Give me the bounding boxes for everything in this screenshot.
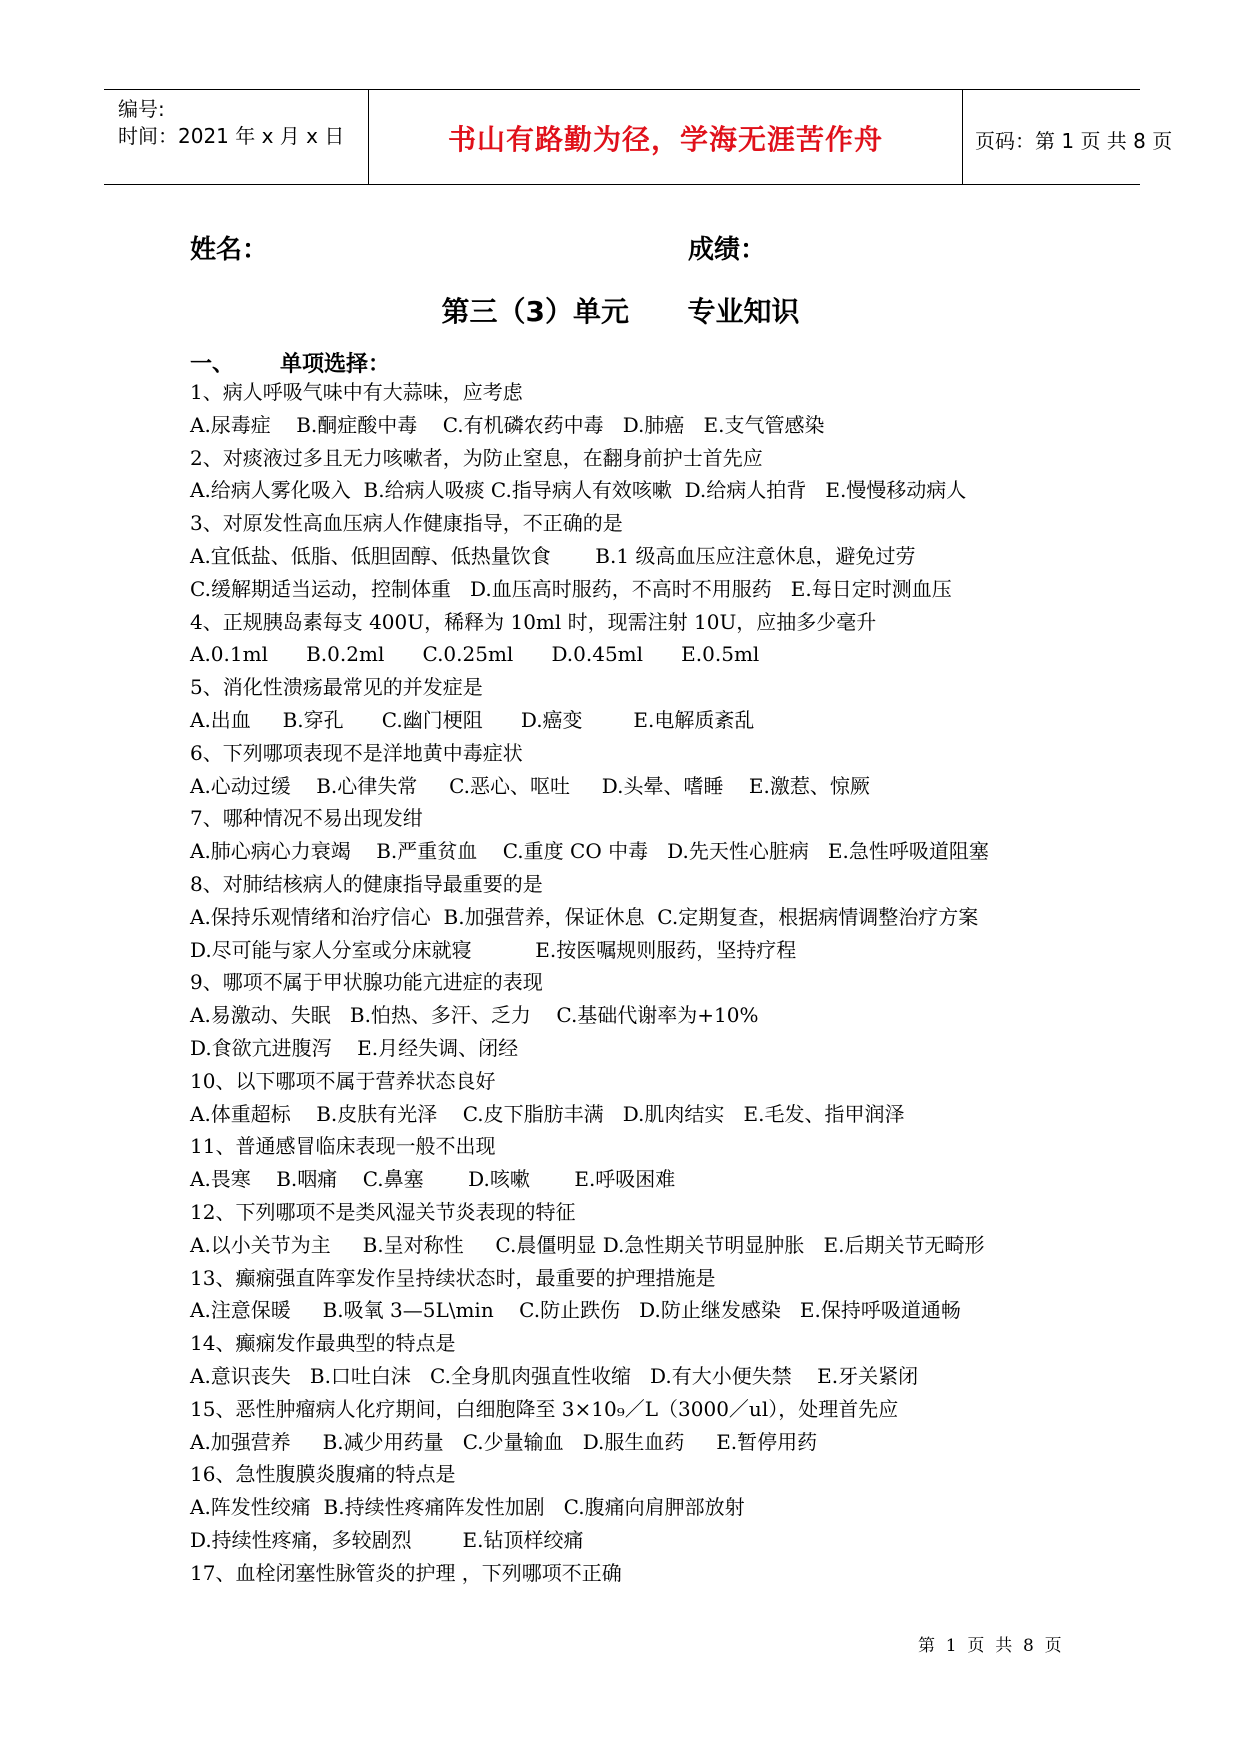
answer-options-line: A.心动过缓 B.心律失常 C.恶心、呕吐 D.头晕、嗜睡 E.激惹、惊厥 xyxy=(190,773,870,798)
question-list xyxy=(190,376,1090,1589)
question-line: 5、消化性溃疡最常见的并发症是 xyxy=(190,675,483,700)
question-line: 14、癫痫发作最典型的特点是 xyxy=(190,1331,456,1356)
answer-options-line: D.食欲亢进腹泻 E.月经失调、闭经 xyxy=(190,1035,519,1060)
header-center-cell xyxy=(369,90,963,184)
answer-options-line: A.宜低盐、低脂、低胆固醇、低热量饮食 B.1 级高血压应注意休息，避免过劳 xyxy=(190,543,916,568)
answer-options-line: D.持续性疼痛，多较剧烈 E.钻顶样绞痛 xyxy=(190,1527,584,1552)
document-number-label: 编号: xyxy=(118,97,165,121)
page-footer: 第 1 页 共 8 页 xyxy=(918,1636,1062,1656)
header-page-label: 页码：第 1 页 共 8 页 xyxy=(975,129,1173,153)
answer-options-line: A.给病人雾化吸入 B.给病人吸痰 C.指导病人有效咳嗽 D.给病人拍背 E.慢慢移动病人 xyxy=(190,478,967,503)
question-line: 10、以下哪项不属于营养状态良好 xyxy=(190,1068,496,1093)
question-line: 15、恶性肿瘤病人化疗期间，白细胞降至 3×10₉／L（3000／ul），处理首先应 xyxy=(190,1396,899,1421)
answer-options-line: A.阵发性绞痛 B.持续性疼痛阵发性加剧 C.腹痛向肩胛部放射 xyxy=(190,1495,745,1520)
answer-options-line: A.尿毒症 B.酮症酸中毒 C.有机磷农药中毒 D.肺癌 E.支气管感染 xyxy=(190,412,825,437)
document-time-label: 时间：2021 年 x 月 x 日 xyxy=(118,124,345,148)
question-line: 1、病人呼吸气味中有大蒜味，应考虑 xyxy=(190,380,523,404)
answer-options-line: D.尽可能与家人分室或分床就寝 E.按医嘱规则服药，坚持疗程 xyxy=(190,937,797,962)
answer-options-line: A.易激动、失眠 B.怕热、多汗、乏力 C.基础代谢率为+10% xyxy=(190,1003,759,1028)
question-line: 3、对原发性高血压病人作健康指导，不正确的是 xyxy=(190,511,623,536)
answer-options-line: C.缓解期适当运动，控制体重 D.血压高时服药，不高时不用服药 E.每日定时测血压 xyxy=(190,576,952,601)
question-line: 16、急性腹膜炎腹痛的特点是 xyxy=(190,1462,456,1487)
answer-options-line: A.加强营养 B.减少用药量 C.少量输血 D.服生血药 E.暂停用药 xyxy=(190,1429,818,1454)
header-motto: 书山有路勤为径，学海无涯苦作舟 xyxy=(447,123,883,156)
question-line: 6、下列哪项表现不是洋地黄中毒症状 xyxy=(190,740,523,765)
question-line: 11、普通感冒临床表现一般不出现 xyxy=(190,1134,496,1159)
question-line: 7、哪种情况不易出现发绀 xyxy=(190,806,423,831)
document-header xyxy=(104,89,1173,185)
answer-options-line: A.注意保暖 B.吸氧 3—5L\min C.防止跌伤 D.防止继发感染 E.保持呼吸道通畅 xyxy=(190,1298,961,1323)
answer-options-line: A.体重超标 B.皮肤有光泽 C.皮下脂肪丰满 D.肌肉结实 E.毛发、指甲润泽 xyxy=(190,1101,905,1126)
question-line: 9、哪项不属于甲状腺功能亢进症的表现 xyxy=(190,970,543,995)
name-label: 姓名： xyxy=(190,235,269,265)
answer-options-line: A.保持乐观情绪和治疗信心 B.加强营养，保证休息 C.定期复查，根据病情调整治疗方案 xyxy=(190,904,979,929)
question-line: 13、癫痫强直阵挛发作呈持续状态时，最重要的护理措施是 xyxy=(190,1265,716,1290)
answer-options-line: A.以小关节为主 B.呈对称性 C.晨僵明显 D.急性期关节明显肿胀 E.后期关节无畸形 xyxy=(190,1232,985,1257)
answer-options-line: A.肺心病心力衰竭 B.严重贫血 C.重度 CO 中毒 D.先天性心脏病 E.急性呼吸道阻塞 xyxy=(190,839,989,864)
page-title: 第三（3）单元 专业知识 xyxy=(441,295,800,328)
question-line: 8、对肺结核病人的健康指导最重要的是 xyxy=(190,871,543,896)
question-line: 17、血栓闭塞性脉管炎的护理 ，下列哪项不正确 xyxy=(190,1560,622,1585)
question-line: 4、正规胰岛素每支 400U，稀释为 10ml 时，现需注射 10U，应抽多少毫升 xyxy=(190,609,877,634)
answer-options-line: A.意识丧失 B.口吐白沫 C.全身肌肉强直性收缩 D.有大小便失禁 E.牙关紧闭 xyxy=(190,1363,919,1388)
header-left-cell xyxy=(104,90,369,184)
question-line: 12、下列哪项不是类风湿关节炎表现的特征 xyxy=(190,1199,576,1224)
header-right-cell xyxy=(963,90,1173,184)
answer-options-line: A.0.1ml B.0.2ml C.0.25ml D.0.45ml E.0.5ml xyxy=(190,642,760,667)
question-line: 2、对痰液过多且无力咳嗽者，为防止窒息，在翻身前护士首先应 xyxy=(190,445,763,470)
section-heading: 一、 单项选择： xyxy=(190,352,390,377)
answer-options-line: A.出血 B.穿孔 C.幽门梗阻 D.癌变 E.电解质紊乱 xyxy=(190,707,755,732)
answer-options-line: A.畏寒 B.咽痛 C.鼻塞 D.咳嗽 E.呼吸困难 xyxy=(190,1167,676,1192)
score-label: 成绩： xyxy=(688,235,767,265)
